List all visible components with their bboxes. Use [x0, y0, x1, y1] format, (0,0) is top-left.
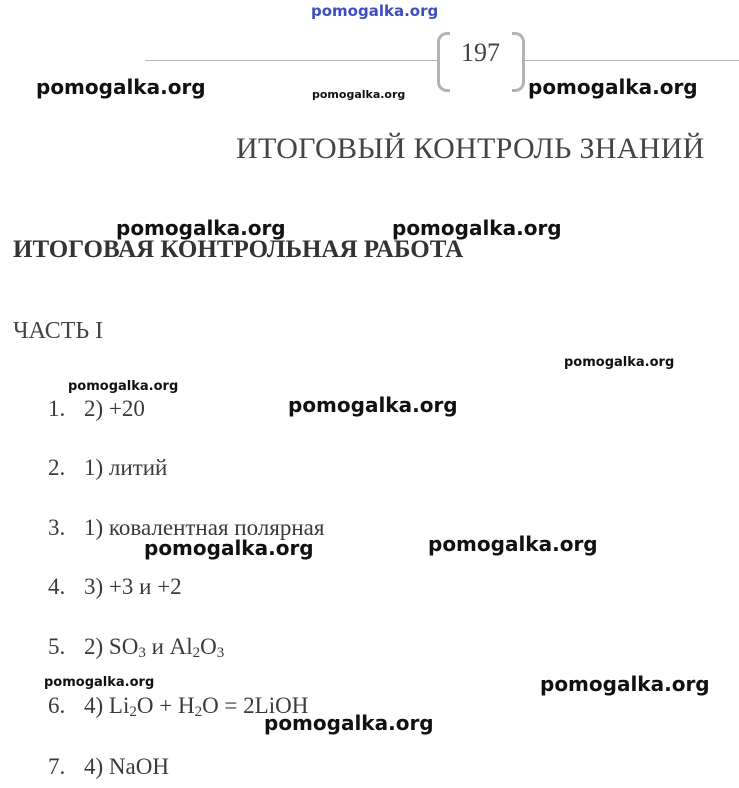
header-rule-left: [145, 60, 437, 61]
watermark: pomogalka.org: [312, 88, 406, 101]
part-title: ЧАСТЬ I: [13, 318, 104, 344]
answer-number: 2.: [48, 455, 66, 480]
watermark: pomogalka.org: [68, 379, 179, 394]
answer-text: 4) NaOH: [84, 754, 169, 779]
answer-item: [48, 574, 182, 600]
watermark: pomogalka.org: [36, 75, 206, 99]
answer-number: 5.: [48, 634, 66, 659]
answer-number: 3.: [48, 515, 66, 540]
answer-text: 1) ковалентная полярная: [84, 515, 325, 540]
answer-text: 3) +3 и +2: [84, 574, 182, 599]
page-number: 197: [461, 38, 500, 67]
watermark: pomogalka.org: [564, 355, 675, 370]
header-rule-right: [525, 60, 739, 61]
answer-item: [48, 754, 169, 780]
answer-text: 1) литий: [84, 455, 168, 480]
answer-item: [48, 396, 145, 422]
answer-item: [48, 455, 167, 481]
answer-text: 2) $SO_3$ и $Al_2O_3$: [84, 634, 225, 661]
answer-number: 4.: [48, 574, 66, 599]
page-number-bracket-right: [512, 32, 525, 92]
answer-item: [48, 634, 224, 660]
answer-number: 7.: [48, 754, 66, 779]
work-title: ИТОГОВАЯ КОНТРОЛЬНАЯ РАБОТА: [13, 236, 464, 263]
watermark: pomogalka.org: [44, 675, 155, 690]
watermark: pomogalka.org: [264, 711, 434, 735]
answer-number: 6.: [48, 693, 66, 718]
section-title: ИТОГОВЫЙ КОНТРОЛЬ ЗНАНИЙ: [236, 132, 705, 165]
answer-number: 1.: [48, 396, 66, 421]
page-number-bracket-left: [437, 32, 450, 92]
watermark: pomogalka.org: [428, 532, 598, 556]
watermark: pomogalka.org: [116, 216, 286, 240]
watermark: pomogalka.org: [144, 536, 314, 560]
watermark: pomogalka.org: [540, 672, 710, 696]
watermark: pomogalka.org: [392, 216, 562, 240]
watermark: pomogalka.org: [288, 393, 458, 417]
answer-text: 4) $Li_2O + H_2O$ = 2LiOH: [84, 693, 309, 720]
answer-text: 2) +20: [84, 396, 145, 421]
watermark: pomogalka.org: [528, 75, 698, 99]
watermark-top: pomogalka.org: [311, 2, 439, 20]
